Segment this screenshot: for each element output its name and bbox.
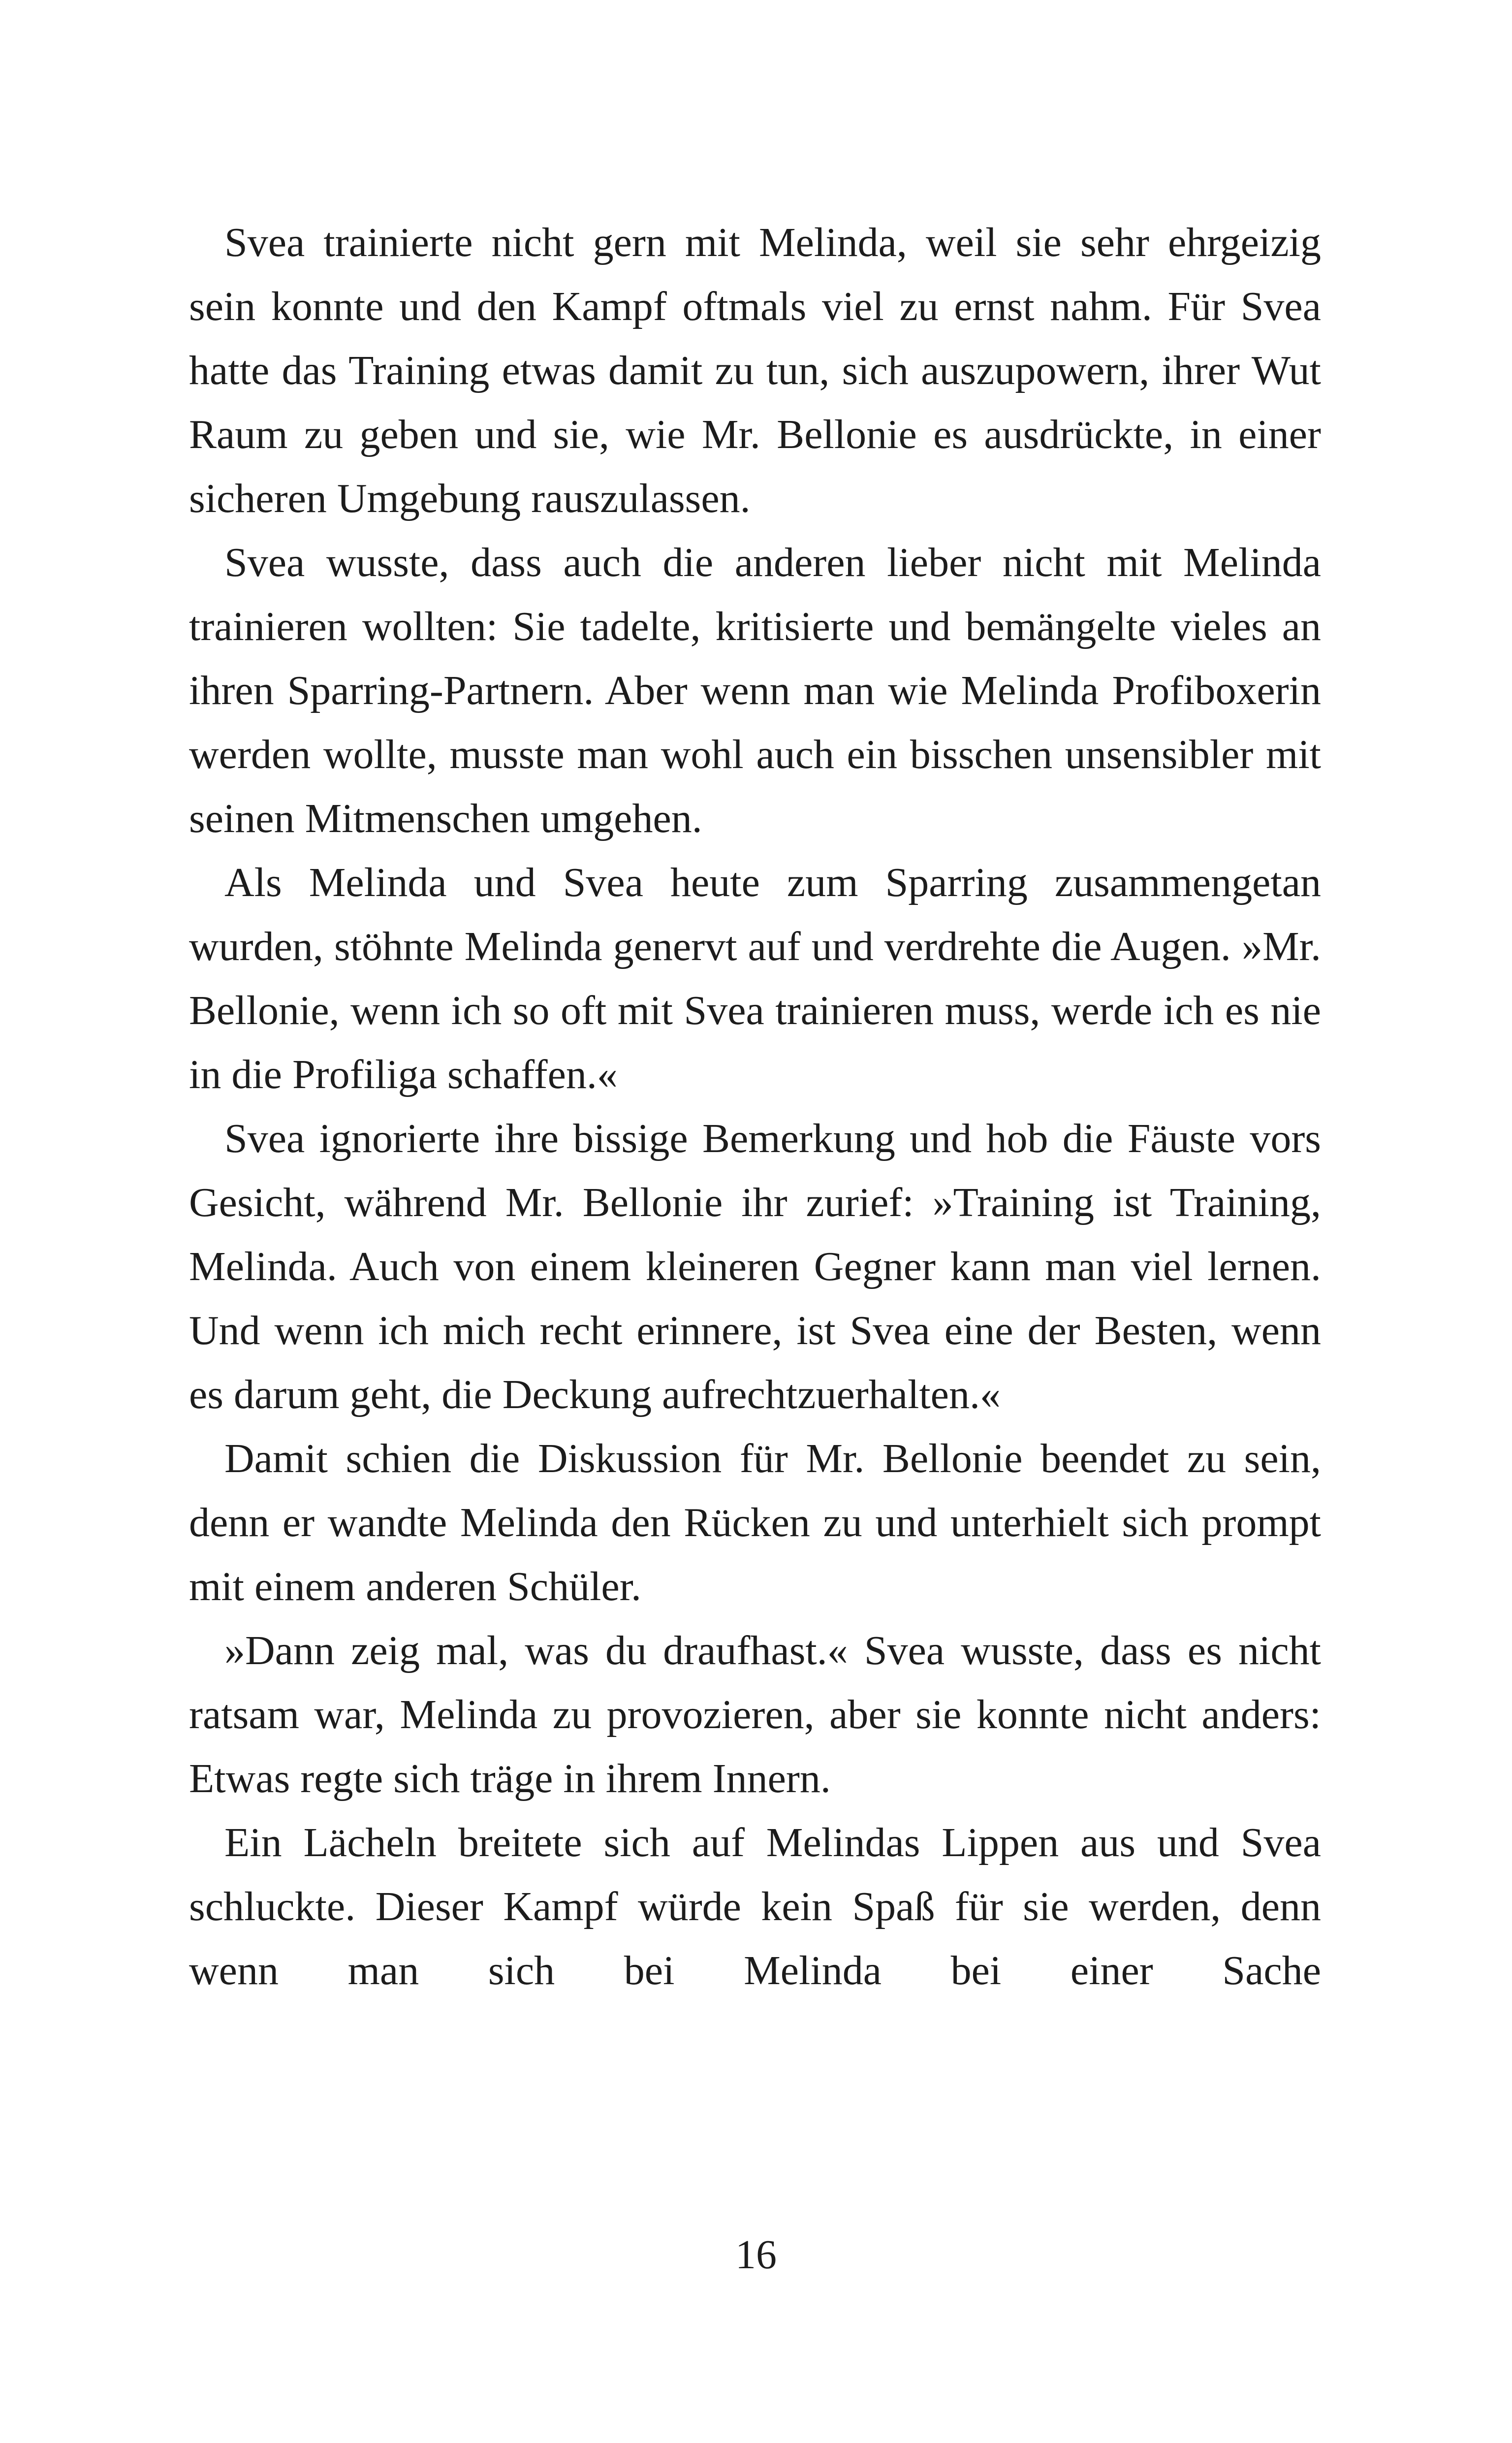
paragraph-2: Svea wusste, dass auch die anderen lieber nicht mit Melinda trainieren wollten: Sie tadelte, kritisierte und bemängelte vieles an ihren Sparring-Partnern. Aber wenn man wie Melinda Profiboxerin werden wollte, musste man wohl auch ein bisschen unsensibler mit seinen Mitmenschen umgehen.	[189, 540, 1321, 841]
paragraph-6: »Dann zeig mal, was du draufhast.« Svea wusste, dass es nicht ratsam war, Melinda zu provozieren, aber sie konnte nicht anders: Etwas regte sich träge in ihrem Innern.	[189, 1628, 1321, 1801]
paragraph-1: Svea trainierte nicht gern mit Melinda, weil sie sehr ehrgeizig sein konnte und den Kampf oftmals viel zu ernst nahm. Für Svea hatte das Training etwas damit zu tun, sich auszupowern, ihrer Wut Raum zu geben und sie, wie Mr. Bellonie es ausdrückte, in einer sicheren Umgebung rauszulassen.	[189, 220, 1321, 521]
page-number: 16	[735, 2232, 777, 2278]
body-text	[189, 211, 1321, 2003]
paragraph-4: Svea ignorierte ihre bissige Bemerkung und hob die Fäuste vors Gesicht, während Mr. Bellonie ihr zurief: »Training ist Training, Melinda. Auch von einem kleineren Gegner kann man viel lernen. Und wenn ich mich recht erinnere, ist Svea eine der Besten, wenn es darum geht, die Deckung aufrechtzuerhalten.«	[189, 1116, 1321, 1417]
paragraph-5: Damit schien die Diskussion für Mr. Bellonie beendet zu sein, denn er wandte Melinda den Rücken zu und unterhielt sich prompt mit einem anderen Schüler.	[189, 1436, 1321, 1609]
paragraph-7: Ein Lächeln breitete sich auf Melindas Lippen aus und Svea schluckte. Dieser Kampf würde kein Spaß für sie werden, denn wenn man sich bei Melinda bei einer Sache	[189, 1820, 1321, 1993]
paragraph-3: Als Melinda und Svea heute zum Sparring zusammengetan wurden, stöhnte Melinda genervt auf und verdrehte die Augen. »Mr. Bellonie, wenn ich so oft mit Svea trainieren muss, werde ich es nie in die Profiliga schaffen.«	[189, 860, 1321, 1097]
